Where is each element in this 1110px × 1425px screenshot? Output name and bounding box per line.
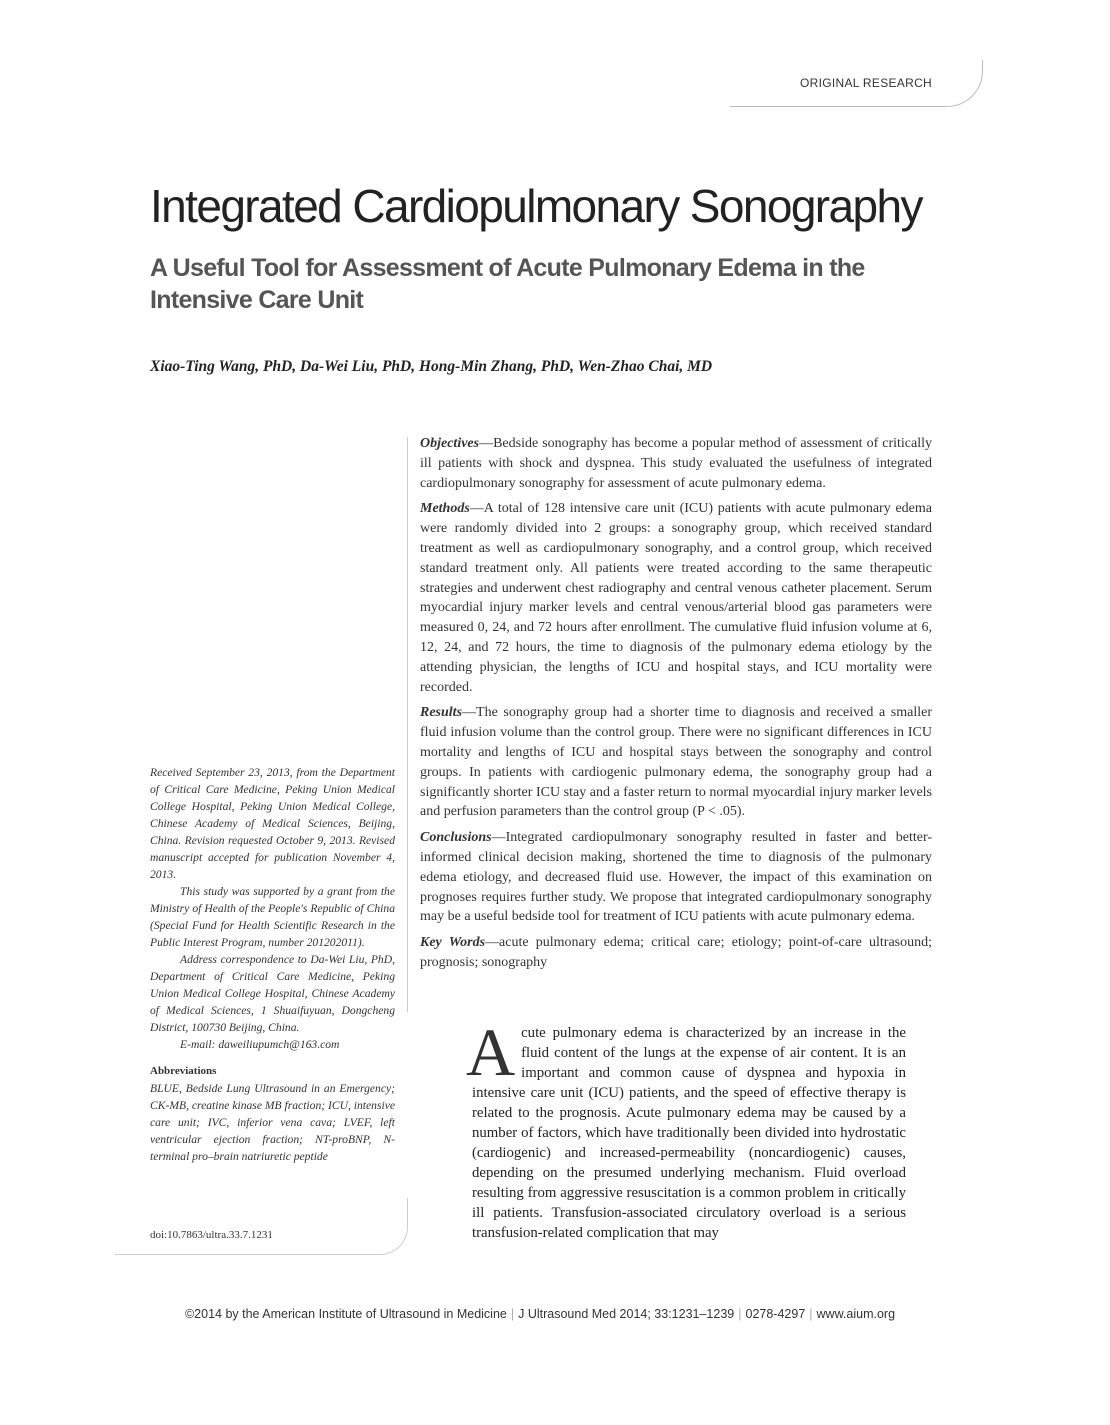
abbreviations-heading: Abbreviations — [150, 1065, 217, 1077]
methods-text: —A total of 128 intensive care unit (ICU) patients with acute pulmonary edema were randomly divided into 2 groups: a sonography group, which received standard treatment as well as cardiopulmonary sonography, and a control group, which received standard treatment only. All patients were treated according to the same therapeutic strategies and underwent chest radiography and central venous catheter placement. Serum myocardial injury marker levels and central venous/arterial blood gas parameters were measured 0, 24, and 72 hours after enrollment. The cumulative fluid infusion volume at 6, 12, 24, and 72 hours, the time to diagnosis of the pulmonary edema etiology by the attending physician, the lengths of ICU and hospital stays, and ICU mortality were recorded. — [420, 501, 932, 695]
results-label: Results — [420, 705, 463, 721]
abbreviations-list: BLUE, Bedside Lung Ultrasound in an Emergency; CK-MB, creatine kinase MB fraction; ICU, intensive care unit; IVC, inferior vena cava; LVEF, left ventricular ejection fraction; NT-proBNP, N-terminal pro–brain natriuretic peptide — [150, 1082, 395, 1163]
footer-url[interactable]: www.aium.org — [816, 1307, 896, 1321]
footer-issn: 0278-4297 — [745, 1307, 806, 1321]
body-paragraph-text: cute pulmonary edema is characterized by an increase in the fluid content of the lungs at the expense of air content. It is an important and common cause of dyspnea and hypoxia in intensive care unit (ICU) patients, and the speed of effective therapy is related to the prognosis. Acute pulmonary edema may be caused by a number of factors, which have traditionally been divided into hydrostatic (cardiogenic) and increased-permeability (noncardiogenic) causes, depending on the presumed underlying mechanism. Fluid overload resulting from aggressive resuscitation is a common problem in critically ill patients. Transfusion-associated circulatory overload is a serious transfusion-related complication that may — [472, 1025, 906, 1241]
correspondence-note: Address correspondence to Da-Wei Liu, PhD, Department of Critical Care Medicine, Peking Union Medical College Hospital, Chinese Academy of Medical Sciences, 1 Shuaifuyuan, Dongcheng District, 100730 Beijing, China. — [150, 953, 395, 1034]
keywords-text: —acute pulmonary edema; critical care; etiology; point-of-care ultrasound; prognosis; sonography — [420, 935, 932, 970]
received-note: Received September 23, 2013, from the Department of Critical Care Medicine, Peking Union Medical College Hospital, Peking Union Medical College, Chinese Academy of Medical Sciences, Beijing, China. Revision requested October 9, 2013. Revised manuscript accepted for publication November 4, 2013. — [150, 766, 395, 881]
author-list: Xiao-Ting Wang, PhD, Da-Wei Liu, PhD, Hong-Min Zhang, PhD, Wen-Zhao Chai, MD — [150, 358, 713, 375]
abstract — [420, 434, 932, 979]
abstract-keywords — [420, 933, 932, 973]
drop-cap: A — [466, 1014, 516, 1090]
abstract-methods — [420, 499, 932, 697]
abstract-results — [420, 703, 932, 822]
abstract-conclusions — [420, 828, 932, 927]
objectives-text: —Bedside sonography has become a popular method of assessment of critically ill patients with shock and dyspnea. This study evaluated the usefulness of integrated cardiopulmonary sonography for assessment of acute pulmonary edema. — [420, 436, 932, 491]
keywords-label: Key Words — [420, 935, 486, 951]
article-subtitle: A Useful Tool for Assessment of Acute Pulmonary Edema in the Intensive Care Unit — [150, 254, 865, 314]
footer-copyright: ©2014 by the American Institute of Ultrasound in Medicine — [184, 1307, 507, 1321]
email-note[interactable]: E-mail: daweiliupumch@163.com — [180, 1038, 340, 1051]
info-frame — [115, 1198, 408, 1255]
page-footer: ©2014 by the American Institute of Ultrasound in Medicine | J Ultrasound Med 2014; 33:1231–1239 | 0278-4297 | www.aium.org — [184, 1307, 896, 1321]
results-text: —The sonography group had a shorter time to diagnosis and received a smaller fluid infusion volume than the control group. There were no significant differences in ICU mortality and lengths of ICU and hospital stays between the sonography and control groups. In patients with cardiogenic pulmonary edema, the sonography group had a significantly shorter ICU stay and a faster return to normal myocardial injury marker levels and perfusion parameters than the control group (P < .05). — [420, 705, 932, 820]
doi[interactable]: doi:10.7863/ultra.33.7.1231 — [150, 1229, 273, 1241]
section-tag-frame — [730, 60, 983, 107]
body-paragraph — [466, 1014, 906, 1243]
article-title: Integrated Cardiopulmonary Sonography — [150, 180, 922, 232]
conclusions-text: —Integrated cardiopulmonary sonography resulted in faster and better-informed clinical decision making, shortened the time to diagnosis of the pulmonary edema etiology, and decreased fluid use. However, the impact of this examination on prognoses requires further study. We propose that integrated cardiopulmonary sonography may be a useful bedside tool for treatment of ICU patients with acute pulmonary edema. — [420, 830, 932, 925]
conclusions-label: Conclusions — [420, 830, 492, 846]
article-info — [150, 764, 395, 1165]
abstract-objectives — [420, 434, 932, 493]
footer-journal: J Ultrasound Med 2014; 33:1231–1239 — [518, 1307, 735, 1321]
methods-label: Methods — [420, 501, 470, 517]
abstract-divider — [407, 437, 408, 1012]
section-tag: ORIGINAL RESEARCH — [799, 76, 932, 90]
body-text — [466, 1014, 906, 1243]
funding-note: This study was supported by a grant from the Ministry of Health of the People's Republic of China (Special Fund for Health Scientific Research in the Public Interest Program, number 201202011). — [150, 885, 395, 949]
objectives-label: Objectives — [420, 436, 480, 451]
